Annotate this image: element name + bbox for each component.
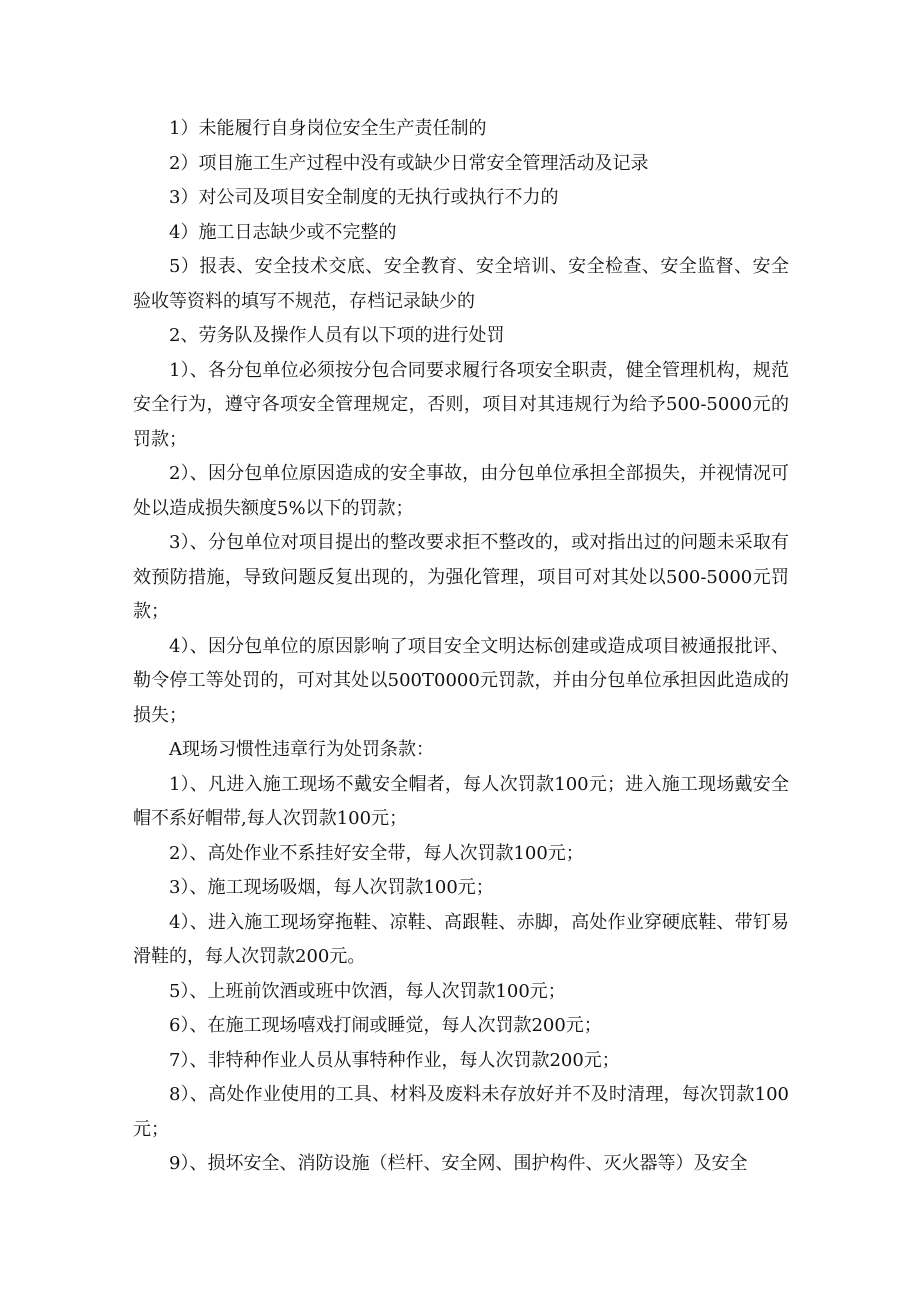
list-item-1: 1）未能履行自身岗位安全生产责任制的 (169, 118, 487, 139)
penalty-item-5: 5）、上班前饮酒或班中饮酒，每人次罚款100元； (169, 980, 566, 1002)
document-body (133, 112, 789, 1182)
penalty-item-1: 1）、凡进入施工现场不戴安全帽者，每人次罚款100元；进入施工现场戴安全帽不系好帽带,每人次罚款100元； (133, 773, 789, 829)
penalty-item-8: 8）、高处作业使用的工具、材料及废料未存放好并不及时清理，每次罚款100元； (133, 1084, 789, 1140)
list-item-4: 4）施工日志缺少或不完整的 (169, 221, 397, 243)
section-heading-2: 2、劳务队及操作人员有以下项的进行处罚 (169, 325, 505, 346)
penalty-item-9: 9）、损坏安全、消防设施（栏杆、安全网、围护构件、灭火器等）及安全 (169, 1153, 748, 1174)
list-item-5: 5）报表、安全技术交底、安全教育、安全培训、安全检查、安全监督、安全验收等资料的填写不规范，存档记录缺少的 (133, 256, 789, 312)
penalty-item-6: 6）、在施工现场嘻戏打闹或睡觉，每人次罚款200元； (169, 1015, 602, 1036)
penalty-item-3: 3）、施工现场吸烟，每人次罚款100元； (169, 877, 494, 898)
clause-3: 3）、分包单位对项目提出的整改要求拒不整改的，或对指出过的问题未采取有效预防措施，导致问题反复出现的，为强化管理，项目可对其处以500-5000元罚款； (133, 532, 789, 622)
clause-4: 4）、因分包单位的原因影响了项目安全文明达标创建或造成项目被通报批评、勒令停工等处罚的，可对其处以500T0000元罚款，并由分包单位承担因此造成的损失； (133, 635, 789, 726)
list-item-3: 3）对公司及项目安全制度的无执行或执行不力的 (169, 187, 559, 208)
section-heading-a: A现场习惯性违章行为处罚条款： (169, 739, 434, 760)
penalty-item-2: 2）、高处作业不系挂好安全带，每人次罚款100元； (169, 842, 584, 864)
penalty-item-7: 7）、非特种作业人员从事特种作业，每人次罚款200元； (169, 1049, 620, 1071)
clause-2: 2）、因分包单位原因造成的安全事故，由分包单位承担全部损失，并视情况可处以造成损失额度5%以下的罚款； (133, 463, 789, 519)
list-item-2: 2）项目施工生产过程中没有或缺少日常安全管理活动及记录 (169, 152, 649, 174)
penalty-item-4: 4）、进入施工现场穿拖鞋、凉鞋、高跟鞋、赤脚，高处作业穿硬底鞋、带钉易滑鞋的，每人次罚款200元。 (133, 911, 789, 967)
clause-1: 1）、各分包单位必须按分包合同要求履行各项安全职责，健全管理机构，规范安全行为，遵守各项安全管理规定，否则，项目对其违规行为给予500-5000元的罚款； (133, 359, 789, 450)
